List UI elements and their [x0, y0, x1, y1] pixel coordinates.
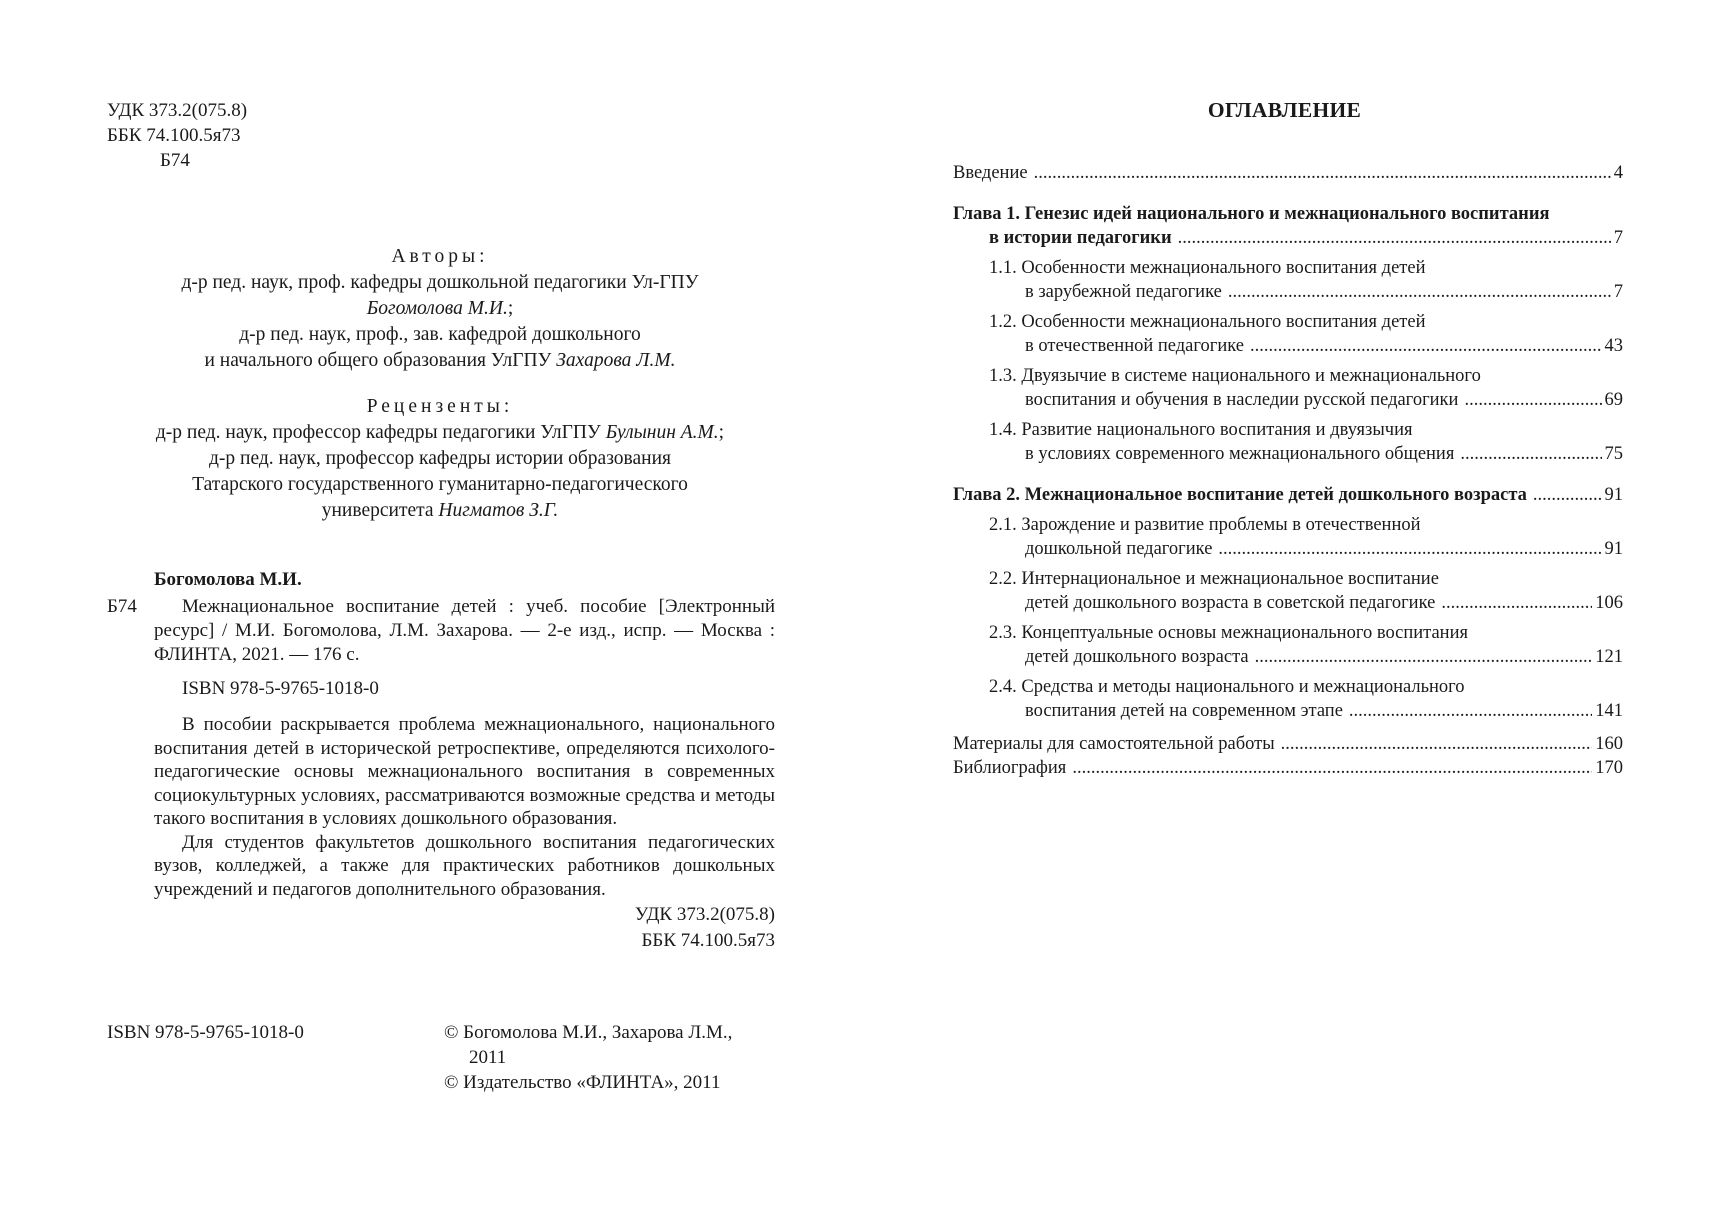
card-author: Богомолова М.И.: [154, 569, 302, 590]
abstract-paragraph-2: Для студентов факультетов дошкольного воспитания педагогических вузов, колледжей, а также для практических работников дошкольных учреждений и педагогов дополнительного образования.: [154, 831, 775, 900]
reviewer-name-2: Нигматов З.Г.: [438, 500, 559, 521]
toc-page-number: 75: [1604, 444, 1623, 464]
reviewers-line-3: Татарского государственного гуманитарно-педагогического: [192, 474, 688, 495]
toc-entry-title: 1.4. Развитие национального воспитания и двуязычия: [989, 420, 1413, 440]
toc-entry-title: 2.3. Концептуальные основы межнационального воспитания: [989, 623, 1468, 643]
toc-entry-title: 2.1. Зарождение и развитие проблемы в отечественной: [989, 515, 1421, 535]
copyright-authors: © Богомолова М.И., Захарова Л.М.,: [444, 1022, 733, 1043]
toc-page-number: 43: [1604, 336, 1623, 356]
toc-entry-title: Введение: [953, 163, 1028, 183]
author-name-1: Богомолова М.И.: [366, 298, 508, 319]
card-code: Б74: [107, 596, 137, 617]
toc-entry-chapter-2[interactable]: [953, 483, 1623, 507]
toc-entry-title-cont: детей дошкольного возраста в советской педагогике: [1025, 593, 1436, 613]
table-of-contents: [953, 161, 1623, 786]
toc-entry-title-cont: в отечественной педагогике: [1025, 336, 1244, 356]
toc-entry-title: 2.2. Интернациональное и межнациональное воспитание: [989, 569, 1439, 589]
credits-block: [100, 244, 780, 524]
toc-page-number: 160: [1595, 734, 1623, 754]
toc-entry-title: Материалы для самостоятельной работы: [953, 734, 1275, 754]
toc-page-number: 69: [1604, 390, 1623, 410]
catalog-card: [107, 568, 775, 952]
toc-entry-title: Глава 1. Генезис идей национального и межнационального воспитания: [953, 204, 1550, 224]
toc-entry-title-cont: в зарубежной педагогике: [1025, 282, 1222, 302]
author-name-2: Захарова Л.М.: [556, 350, 676, 371]
toc-entry-1-4[interactable]: [953, 418, 1623, 466]
card-udk: УДК 373.2(075.8): [634, 904, 775, 925]
toc-entry-title-cont: воспитания и обучения в наследии русской педагогики: [1025, 390, 1459, 410]
toc-entry-1-2[interactable]: [953, 310, 1623, 358]
reviewers-line-4: [100, 498, 780, 524]
toc-page-number: 121: [1595, 647, 1623, 667]
reviewer-name-1: Булынин А.М.: [605, 422, 719, 443]
footer-isbn: ISBN 978-5-9765-1018-0: [107, 1022, 304, 1043]
toc-entry-title-cont: дошкольной педагогике: [1025, 539, 1213, 559]
authors-line-1: д-р пед. наук, проф. кафедры дошкольной педагогики Ул-ГПУ: [181, 272, 699, 293]
toc-page-number: 4: [1613, 163, 1623, 183]
toc-entry-title-cont: детей дошкольного возраста: [1025, 647, 1249, 667]
toc-entry-2-1[interactable]: [953, 513, 1623, 561]
toc-page-number: 7: [1613, 282, 1623, 302]
reviewers-line-1-text: д-р пед. наук, профессор кафедры педагогики УлГПУ: [155, 422, 601, 443]
toc-page-number: 141: [1595, 701, 1623, 721]
authors-line-name1: Богомолова М.И.;: [366, 298, 514, 319]
toc-entry-chapter-1[interactable]: [953, 202, 1623, 250]
toc-page-number: 91: [1604, 539, 1623, 559]
authors-line-3-text: и начального общего образования УлГПУ: [204, 350, 552, 371]
toc-entry-title: 1.2. Особенности межнационального воспитания детей: [989, 312, 1426, 332]
card-isbn: ISBN 978-5-9765-1018-0: [182, 678, 379, 699]
toc-entry-title: 1.1. Особенности межнационального воспитания детей: [989, 258, 1426, 278]
toc-entry-title: 2.4. Средства и методы национального и межнационального: [989, 677, 1465, 697]
left-page: [0, 0, 856, 1211]
bbk-code: ББК 74.100.5я73: [107, 125, 241, 146]
toc-page-number: 7: [1613, 228, 1623, 248]
author-mark: Б74: [160, 150, 190, 171]
toc-entry-intro[interactable]: [953, 161, 1623, 185]
udk-code: УДК 373.2(075.8): [107, 100, 248, 121]
toc-entry-2-2[interactable]: [953, 567, 1623, 615]
authors-heading: Авторы:: [391, 246, 489, 267]
card-entry: [107, 595, 775, 667]
right-page: [856, 0, 1713, 1211]
reviewers-heading: Рецензенты:: [366, 396, 514, 417]
toc-entry-title-cont: в условиях современного межнационального общения: [1025, 444, 1455, 464]
toc-page-number: 106: [1595, 593, 1623, 613]
toc-entry-materials[interactable]: [953, 732, 1623, 756]
toc-entry-title-cont: воспитания детей на современном этапе: [1025, 701, 1343, 721]
toc-entry-2-4[interactable]: [953, 675, 1623, 723]
abstract-paragraph-1: В пособии раскрывается проблема межнационального, национального воспитания детей в исторической ретроспективе, определяются психолого-педагогические основы межнационального воспитания в современных социокультурных условиях, рассматриваются возможные средства и методы такого воспитания в условиях дошкольного образования.: [154, 714, 775, 829]
reviewers-line-1: д-р пед. наук, профессор кафедры педагогики УлГПУ Булынин А.М.;: [155, 422, 725, 443]
toc-entry-title: Глава 2. Межнациональное воспитание детей дошкольного возраста: [953, 485, 1527, 505]
toc-entry-title: 1.3. Двуязычие в системе национального и межнационального: [989, 366, 1481, 386]
toc-entry-1-3[interactable]: [953, 364, 1623, 412]
toc-entry-bibliography[interactable]: [953, 756, 1623, 780]
authors-line-3: [100, 348, 780, 374]
toc-entry-1-1[interactable]: [953, 256, 1623, 304]
toc-entry-title-cont: в истории педагогики: [989, 228, 1172, 248]
reviewers-line-4-text: университета: [321, 500, 434, 521]
classification-codes: [107, 98, 247, 173]
reviewers-line-2: д-р пед. наук, профессор кафедры истории образования: [209, 448, 671, 469]
toc-page-number: 91: [1604, 485, 1623, 505]
card-bbk: ББК 74.100.5я73: [641, 929, 775, 951]
toc-entry-2-3[interactable]: [953, 621, 1623, 669]
toc-page-number: 170: [1595, 758, 1623, 778]
card-entry-text: Межнациональное воспитание детей : учеб. пособие [Электронный ресурс] / М.И. Богомолова, Л.М. Захарова. — 2-е изд., испр. — Москва : ФЛИНТА, 2021. — 176 с.: [154, 596, 775, 665]
copyright-publisher: © Издательство «ФЛИНТА», 2011: [444, 1072, 721, 1093]
toc-title: ОГЛАВЛЕНИЕ: [1207, 98, 1362, 122]
copyright-year: 2011: [469, 1047, 507, 1068]
authors-line-2: д-р пед. наук, проф., зав. кафедрой дошкольного: [239, 324, 641, 345]
copyright-block: [444, 1020, 804, 1095]
toc-entry-title: Библиография: [953, 758, 1067, 778]
